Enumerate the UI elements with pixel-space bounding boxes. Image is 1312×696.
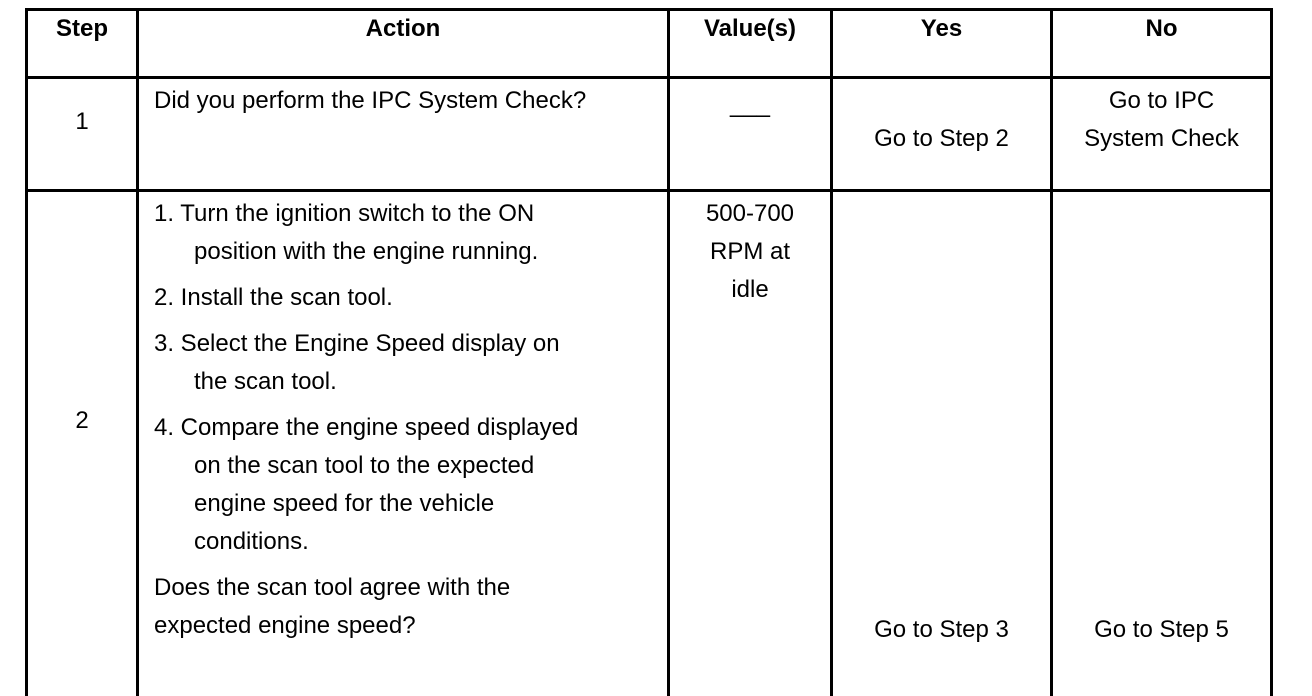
row2-value-line3: idle	[731, 276, 769, 303]
row2-yes: Go to Step 3	[874, 616, 1009, 643]
header-action: Action	[365, 15, 441, 42]
row1-action: Did you perform the IPC System Check?	[154, 87, 587, 114]
action-question	[154, 569, 578, 645]
row1-step: 1	[75, 108, 89, 135]
action-step-item	[154, 409, 578, 561]
header-no: No	[1145, 15, 1178, 42]
column-divider	[136, 8, 139, 696]
action-step-text: conditions.	[194, 528, 309, 555]
action-step-text: 4. Compare the engine speed displayed	[154, 414, 579, 441]
action-question-text: expected engine speed?	[154, 612, 416, 639]
column-divider	[830, 8, 833, 696]
action-step-text: the scan tool.	[194, 368, 337, 395]
row1-no-line2: System Check	[1084, 125, 1239, 152]
action-step-text: on the scan tool to the expected	[194, 452, 535, 479]
action-step-text: 1. Turn the ignition switch to the ON	[154, 200, 535, 227]
action-step-text: engine speed for the vehicle	[194, 490, 495, 517]
row1-yes: Go to Step 2	[874, 125, 1009, 152]
header-yes: Yes	[920, 15, 963, 42]
row2-value-line2: RPM at	[709, 238, 790, 265]
row1-no-line1: Go to IPC	[1108, 87, 1215, 114]
row2-action-list	[154, 195, 578, 645]
action-step-item	[154, 279, 578, 317]
action-question-text: Does the scan tool agree with the	[154, 574, 511, 601]
table-border-right	[1270, 8, 1273, 696]
action-step-text: 2. Install the scan tool.	[154, 284, 393, 311]
action-step-text: position with the engine running.	[194, 238, 539, 265]
header-values: Value(s)	[703, 15, 797, 42]
row-divider	[25, 76, 1273, 79]
row2-value-line1: 500-700	[705, 200, 795, 227]
action-step-text: 3. Select the Engine Speed display on	[154, 330, 560, 357]
action-step-item	[154, 325, 578, 401]
action-step-item	[154, 195, 578, 271]
header-step: Step	[55, 15, 108, 42]
row2-no: Go to Step 5	[1094, 616, 1229, 643]
row2-step: 2	[75, 407, 89, 434]
row-divider	[25, 189, 1273, 192]
row1-value: ___	[729, 91, 771, 118]
